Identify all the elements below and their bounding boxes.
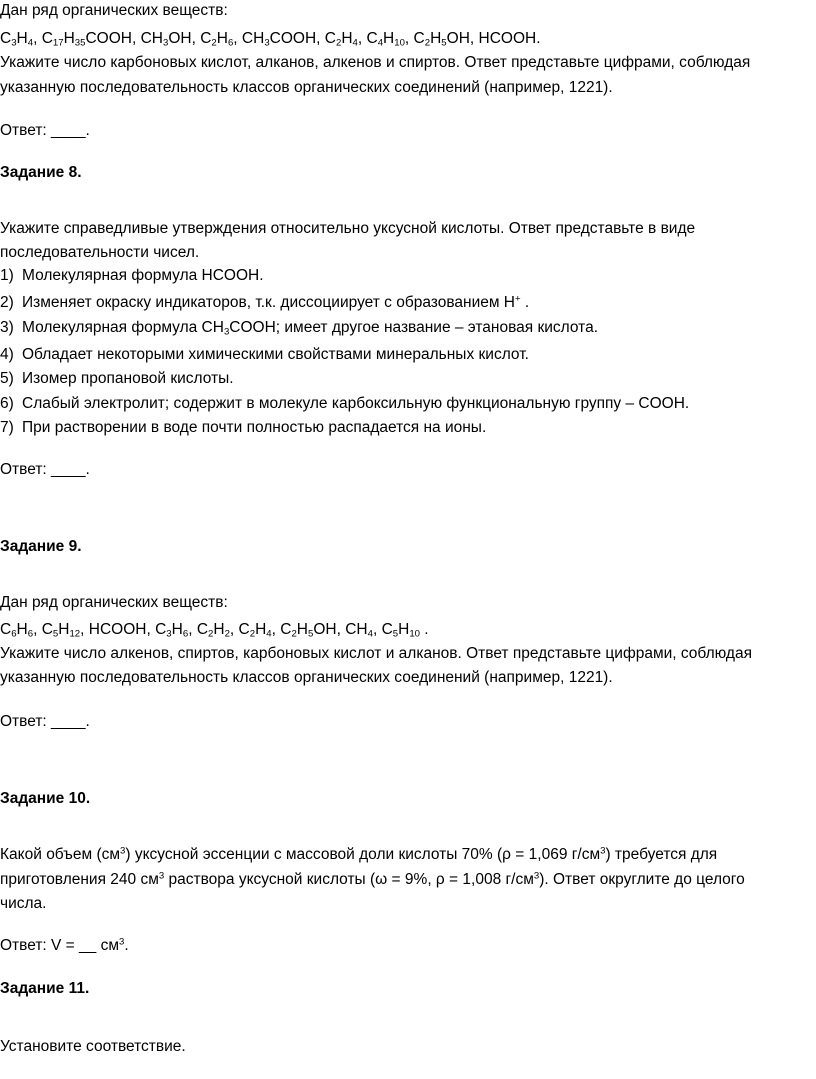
chemical-formula: HCOOH	[478, 30, 537, 47]
statement-number: 4)	[0, 346, 14, 363]
statement-number: 5)	[0, 370, 14, 387]
task8-question-line-2: последовательности чисел.	[0, 244, 200, 261]
task8-title: Задание 8.	[0, 164, 82, 181]
statement-number: 7)	[0, 419, 14, 436]
text-run: ). Ответ округлите до целого	[539, 871, 745, 888]
chemical-formula: $C_2H_5OH$	[413, 30, 470, 49]
chemical-formula: $C_2H_5OH$	[280, 621, 337, 640]
statement-text	[22, 370, 234, 387]
text-run: Молекулярная формула HCOOH.	[22, 267, 264, 284]
task11-text: Установите соответствие.	[0, 1038, 186, 1055]
statement-text	[22, 294, 529, 311]
statement-number: 1)	[0, 267, 14, 284]
task10-question-line-2	[0, 871, 745, 890]
task11-title: Задание 11.	[0, 980, 90, 997]
chemical-formula: $C_2H_2$	[196, 621, 230, 640]
superscript: 3	[158, 870, 165, 882]
text-run: Обладает некоторыми химическими свойствами минеральных кислот.	[22, 346, 529, 363]
text-run: Изменяет окраску индикаторов, т.к. диссоциирует с образованием H	[22, 294, 516, 311]
statement-item	[0, 267, 264, 286]
chemical-formula: $C_6H_6$	[0, 621, 34, 640]
statement-text	[22, 395, 689, 412]
chemical-formula: $C_4H_{10}$	[366, 30, 405, 49]
task7-question-line-2: указанную последовательность классов органических соединений (например, 1221).	[0, 79, 613, 96]
chemical-formula: $C_{17}H_{35}COOH$	[41, 30, 132, 49]
statement-text	[22, 346, 529, 363]
text-run: ) требуется для	[605, 846, 718, 863]
task7-question-line-1: Укажите число карбоновых кислот, алканов, алкенов и спиртов. Ответ представьте цифрами, соблюдая	[0, 54, 751, 71]
statement-item	[0, 346, 529, 365]
statement-item	[0, 370, 234, 389]
superscript: 3	[119, 936, 125, 948]
task10-question-line-3: числа.	[0, 895, 47, 912]
chemical-formula: $C_3H_6$	[155, 621, 189, 640]
statement-item	[0, 294, 529, 313]
task9-question-line-1: Укажите число алкенов, спиртов, карбоновых кислот и алканов. Ответ представьте цифрами, соблюдая	[0, 645, 752, 662]
text-run: Слабый электролит; содержит в молекуле карбоксильную функциональную группу – COOH.	[22, 395, 690, 412]
chemical-formula: $C_5H_{12}$	[41, 621, 81, 640]
statement-text	[22, 419, 486, 436]
task10-title: Задание 10.	[0, 790, 91, 807]
task9-intro: Дан ряд органических веществ:	[0, 594, 228, 611]
text-run: ) уксусной эссенции с массовой доли кислоты 70% (ρ = 1,069 г/см	[125, 846, 601, 863]
superscript: +	[515, 293, 521, 305]
task9-formula-list: $C_6H_6$, $C_5H_{12}$, HCOOH, $C_3H_6$, $C_2H_2$, $C_2H_4$, $C_2H_5OH$, $CH_4$, $C_5H_{10}$ .	[0, 621, 429, 640]
text-run: Ответ: V = __ см	[0, 937, 119, 954]
text-run: приготовления 240 см	[0, 871, 159, 888]
task7-answer: Ответ: ____.	[0, 122, 90, 139]
text-run: Изомер пропановой кислоты.	[22, 370, 234, 387]
task8-question-line-1: Укажите справедливые утверждения относительно уксусной кислоты. Ответ представьте в виде	[0, 220, 696, 237]
task9-answer: Ответ: ____.	[0, 713, 90, 730]
statement-item	[0, 395, 689, 414]
statement-text	[22, 319, 598, 336]
task7-intro: Дан ряд органических веществ:	[0, 2, 228, 19]
task10-question-line-1	[0, 846, 717, 865]
chemical-formula: $CH_3OH$	[140, 30, 192, 49]
chemical-formula: $CH_4$	[345, 621, 373, 640]
text-run: При растворении в воде почти полностью распадается на ионы.	[22, 419, 487, 436]
task7-formula-list: $C_3H_4$, $C_{17}H_{35}COOH$, $CH_3OH$, $C_2H_6$, $CH_3COOH$, $C_2H_4$, $C_4H_{10}$, $C_2H_5OH$, HCOOH.	[0, 30, 541, 49]
superscript: 3	[600, 845, 606, 857]
task9-title: Задание 9.	[0, 538, 82, 555]
superscript: 3	[533, 870, 540, 882]
task8-answer: Ответ: ____.	[0, 461, 90, 478]
subscript: 3	[223, 326, 230, 338]
chemical-formula: $C_5H_{10}$	[381, 621, 420, 640]
chemical-formula: HCOOH	[88, 621, 147, 638]
text-run: COOH; имеет другое название – этановая кислота.	[229, 319, 599, 336]
superscript: 3	[120, 845, 126, 857]
text-run: .	[520, 294, 530, 311]
chemical-formula: $CH_3COOH$	[241, 30, 317, 49]
statement-text	[22, 267, 264, 284]
statement-item	[0, 419, 486, 438]
task9-question-line-2: указанную последовательность классов органических соединений (например, 1221).	[0, 669, 613, 686]
text-run: Какой объем (см	[0, 846, 121, 863]
statement-item	[0, 319, 598, 338]
statement-number: 6)	[0, 395, 14, 412]
task10-answer	[0, 937, 129, 956]
chemical-formula: $C_2H_6$	[200, 30, 234, 49]
statement-number: 2)	[0, 294, 14, 311]
chemical-formula: $C_2H_4$	[238, 621, 272, 640]
text-run: Молекулярная формула CH	[22, 319, 224, 336]
statement-number: 3)	[0, 319, 14, 336]
text-run: .	[124, 937, 129, 954]
chemical-formula: $C_2H_4$	[324, 30, 358, 49]
text-run: раствора уксусной кислоты (ω = 9%, ρ = 1,008 г/см	[164, 871, 534, 888]
chemical-formula: $C_3H_4$	[0, 30, 34, 49]
